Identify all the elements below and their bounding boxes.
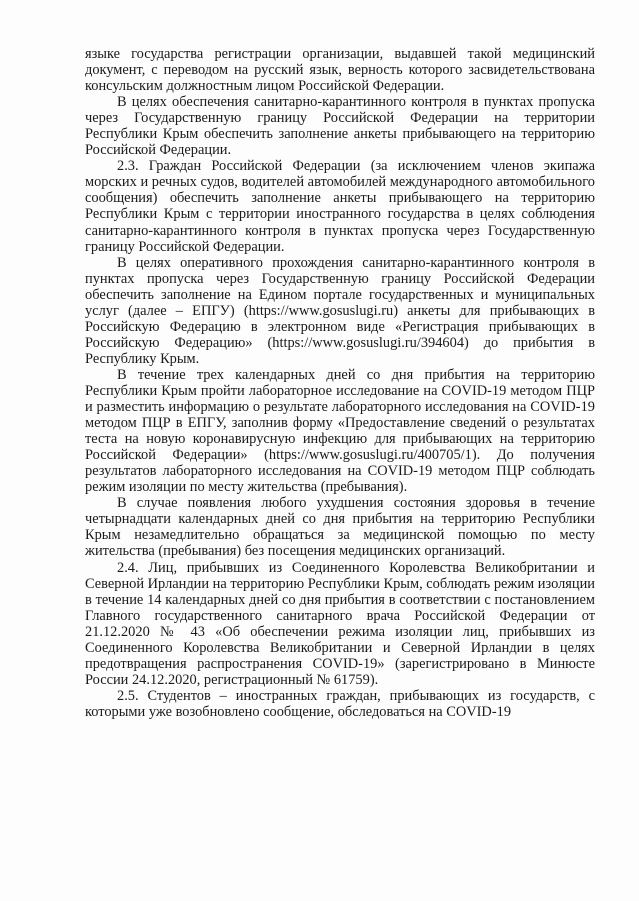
paragraph-sanitary-control: В целях обеспечения санитарно-карантинного контроля в пунктах пропуска через Государственную границу Российской Федерации на территории Республики Крым обеспечить заполнение анкеты прибывающего на территорию Российской Федерации.: [85, 94, 595, 159]
paragraph-1-continuation: языке государства регистрации организации, выдавшей такой медицинский документ, с переводом на русский язык, верность которого засвидетельствована консульским должностным лицом Российской Федерации.: [85, 46, 595, 95]
paragraph-2-5: 2.5. Студентов – иностранных граждан, прибывающих из государств, с которыми уже возобновлено сообщение, обследоваться на COVID-19: [85, 687, 595, 720]
paragraph-epgu-registration: В целях оперативного прохождения санитарно-карантинного контроля в пунктах пропуска через Государственную границу Российской Федерации обеспечить заполнение на Едином портале государственных и муниципальных услуг (далее – ЕПГУ) (https://www.gosuslugi.ru) анкеты для прибывающих в Российскую Федерацию в электронном виде «Регистрация прибывающих в Российскую Федерацию» (https://www.gosuslugi.ru/394604) до прибытия в Республику Крым.: [85, 254, 595, 367]
document-body: [85, 46, 595, 720]
paragraph-2-3: 2.3. Граждан Российской Федерации (за исключением членов экипажа морских и речных судов, водителей автомобилей международного автомобильного сообщения) обеспечить заполнение анкеты прибывающего на территорию Республики Крым с территории иностранного государства в целях соблюдения санитарно-карантинного контроля в пунктах пропуска через Государственную границу Российской Федерации.: [85, 158, 595, 255]
paragraph-2-4: 2.4. Лиц, прибывших из Соединенного Королевства Великобритании и Северной Ирландии на территорию Республики Крым, соблюдать режим изоляции в течение 14 календарных дней со дня прибытия в соответствии с постановлением Главного государственного санитарного врача Российской Федерации от 21.12.2020 № 43 «Об обеспечении режима изоляции лиц, прибывших из Соединенного Королевства Великобритании и Северной Ирландии в целях предотвращения распространения COVID-19» (зарегистрировано в Минюсте России 24.12.2020, регистрационный № 61759).: [85, 559, 595, 688]
paragraph-pcr-testing: В течение трех календарных дней со дня прибытия на территорию Республики Крым пройти лабораторное исследование на COVID-19 методом ПЦР и разместить информацию о результате лабораторного исследования на COVID-19 методом ПЦР в ЕПГУ, заполнив форму «Предоставление сведений о результатах теста на новую коронавирусную инфекцию для прибывающих на территорию Российской Федерации» (https://www.gosuslugi.ru/400705/1). До получения результатов лабораторного исследования на COVID-19 методом ПЦР соблюдать режим изоляции по месту жительства (пребывания).: [85, 366, 595, 496]
paragraph-health-deterioration: В случае появления любого ухудшения состояния здоровья в течение четырнадцати календарных дней со дня прибытия на территорию Республики Крым незамедлительно обращаться за медицинской помощью по месту жительства (пребывания) без посещения медицинских организаций.: [85, 495, 595, 560]
